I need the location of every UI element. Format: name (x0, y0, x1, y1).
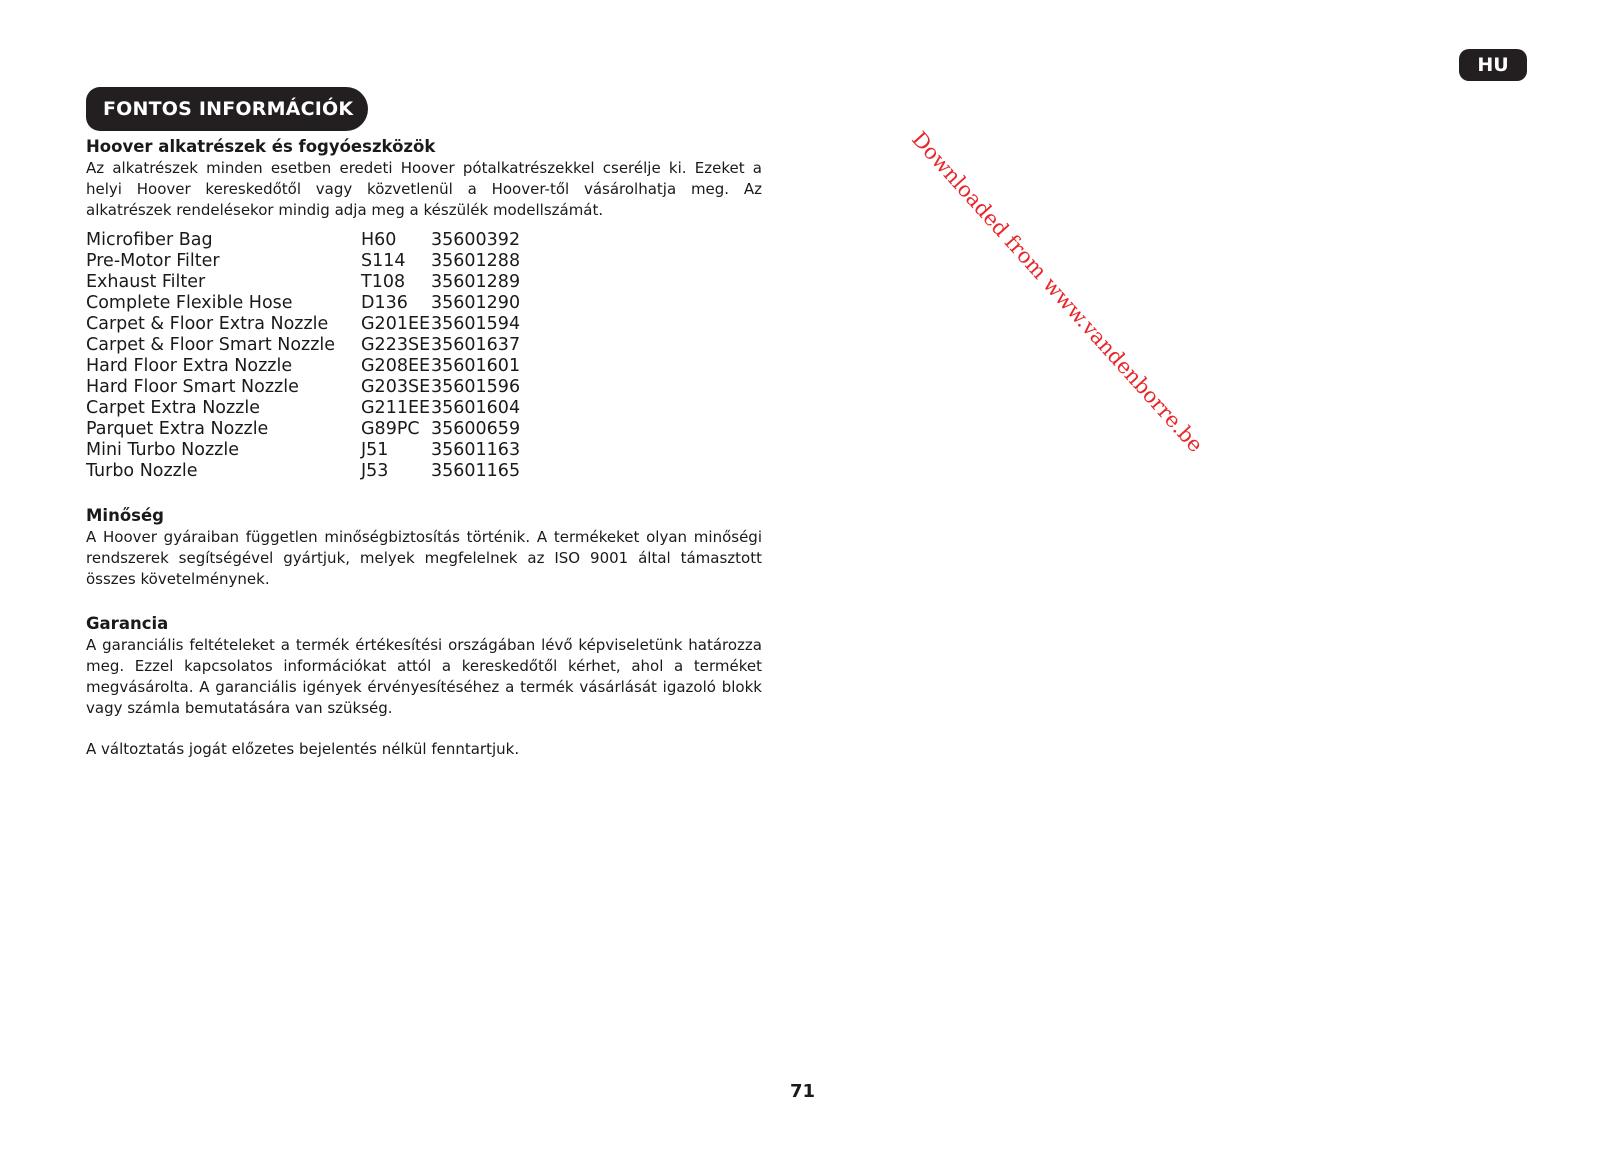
main-content (86, 136, 762, 760)
part-name: Microfiber Bag (86, 230, 213, 250)
part-code: T108 (361, 272, 406, 292)
part-name: Hard Floor Smart Nozzle (86, 377, 299, 397)
page-number: 71 (790, 1081, 816, 1102)
table-row (86, 272, 520, 293)
part-code: D136 (361, 293, 408, 313)
part-code: J53 (361, 461, 389, 481)
table-row (86, 314, 520, 335)
part-code: S114 (361, 251, 406, 271)
part-number: 35601604 (431, 398, 521, 418)
part-name: Pre-Motor Filter (86, 251, 220, 271)
table-row (86, 377, 520, 398)
warranty-text: A garanciális feltételeket a termék értékesítési országában lévő képviseletünk határozza meg. Ezzel kapcsolatos információkat attól a kereskedőtől kérhet, ahol a terméket megvásárolta. A garanciális igények érvényesítéséhez a termék vásárlását igazoló blokk vagy számla bemutatására van szükség. (86, 636, 762, 717)
parts-table (86, 230, 520, 482)
part-name: Exhaust Filter (86, 272, 206, 292)
parts-text: Az alkatrészek minden esetben eredeti Hoover pótalkatrészekkel cserélje ki. Ezeket a helyi Hoover kereskedőtől vagy közvetlenül a Hoover-től vásárolhatja meg. Az alkatrészek rendelésekor mindig adja meg a készülék modellszámát. (86, 159, 762, 219)
part-name: Carpet & Floor Smart Nozzle (86, 335, 336, 355)
disclaimer-text: A változtatás jogát előzetes bejelentés nélkül fenntartjuk. (86, 740, 520, 758)
table-row (86, 440, 520, 461)
part-name: Carpet Extra Nozzle (86, 398, 260, 418)
part-number: 35601290 (431, 293, 521, 313)
part-number: 35601163 (431, 440, 521, 460)
part-number: 35601594 (431, 314, 521, 334)
table-row (86, 356, 520, 377)
quality-text: A Hoover gyáraiban független minőségbiztosítás történik. A termékeket olyan minőségi rendszerek segítségével gyártjuk, melyek megfelelnek az ISO 9001 által támasztott összes követelménynek. (86, 528, 762, 588)
part-name: Complete Flexible Hose (86, 293, 293, 313)
section-title-badge: FONTOS INFORMÁCIÓK (86, 87, 368, 131)
part-number: 35600392 (431, 230, 521, 250)
parts-heading: Hoover alkatrészek és fogyóeszközök (86, 137, 436, 156)
part-number: 35600659 (431, 419, 521, 439)
part-number: 35601165 (431, 461, 521, 481)
part-name: Hard Floor Extra Nozzle (86, 356, 293, 376)
part-code: J51 (361, 440, 389, 460)
warranty-heading: Garancia (86, 614, 169, 633)
part-code: G89PC (361, 419, 420, 439)
table-row (86, 230, 520, 251)
part-number: 35601289 (431, 272, 521, 292)
part-code: H60 (361, 230, 397, 250)
part-number: 35601596 (431, 377, 521, 397)
part-code: G208EE (361, 356, 431, 376)
part-code: G223SE (361, 335, 431, 355)
part-code: G201EE (361, 314, 431, 334)
part-name: Mini Turbo Nozzle (86, 440, 239, 460)
part-number: 35601601 (431, 356, 521, 376)
part-code: G203SE (361, 377, 431, 397)
table-row (86, 293, 520, 314)
part-name: Parquet Extra Nozzle (86, 419, 269, 439)
part-code: G211EE (361, 398, 431, 418)
watermark: Downloaded from www.vandenborre.be (907, 127, 1208, 458)
quality-heading: Minőség (86, 506, 164, 525)
table-row (86, 335, 520, 356)
part-number: 35601637 (431, 335, 521, 355)
table-row (86, 251, 520, 272)
table-row (86, 419, 520, 440)
language-badge: HU (1459, 49, 1527, 81)
part-name: Turbo Nozzle (86, 461, 198, 481)
part-number: 35601288 (431, 251, 521, 271)
table-row (86, 461, 520, 482)
part-name: Carpet & Floor Extra Nozzle (86, 314, 329, 334)
table-row (86, 398, 520, 419)
